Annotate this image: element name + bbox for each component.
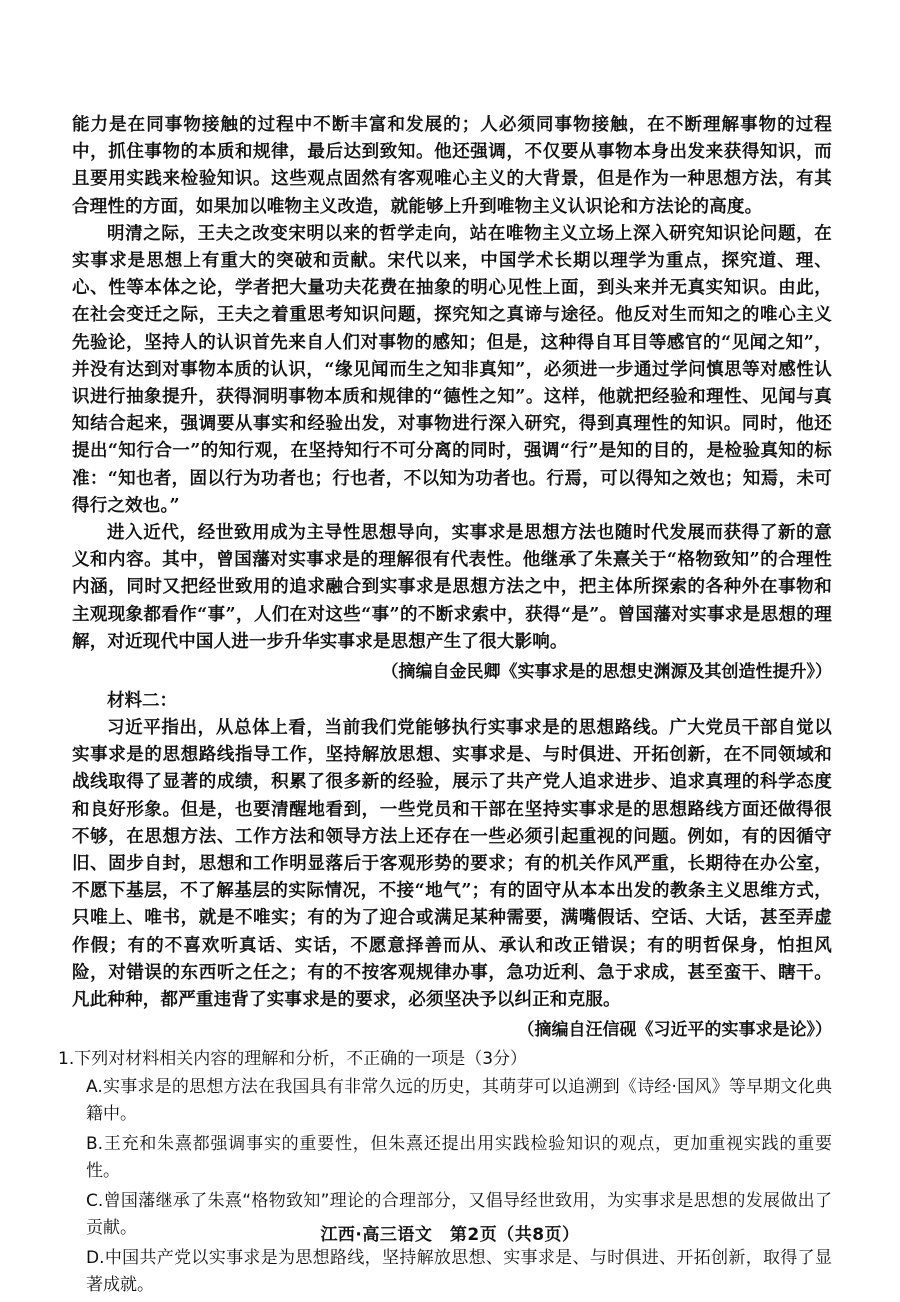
option-a: A.实事求是的思想方法在我国具有非常久远的历史，其萌芽可以追溯到《诗经·国风》等早期文化典籍中。 <box>86 1076 832 1125</box>
material-two-heading: 材料二： <box>107 691 177 712</box>
passage2-paragraph-1: 习近平指出，从总体上看，当前我们党能够执行实事求是的思想路线。广大党员干部自觉以实事求是的思想路线指导工作，坚持解放思想、实事求是、与时俱进、开拓创新，在不同领域和战线取得了显著的成绩，积累了很多新的经验，展示了共产党人追求进步、追求真理的科学态度和良好形象。但是，也要清醒地看到，一些党员和干部在坚持实事求是的思想路线方面还做得很不够，在思想方法、工作方法和领导方法上还存在一些必须引起重视的问题。例如，有的因循守旧、固步自封，思想和工作明显落后于客观形势的要求；有的机关作风严重，长期待在办公室，不愿下基层，不了解基层的实际情况，不接“地气”；有的固守从本本出发的教条主义思维方式，只唯上、唯书，就是不唯实；有的为了迎合或满足某种需要，满嘴假话、空话、大话，甚至弄虚作假；有的不喜欢听真话、实话，不愿意择善而从、承认和改正错误；有的明哲保身，怕担风险，对错误的东西听之任之；有的不按客观规律办事，急功近利、急于求成，甚至蛮干、瞎干。凡此种种，都严重违背了实事求是的要求，必须坚决予以纠正和克服。 <box>72 718 832 1011</box>
passage1-paragraph-1: 能力是在同事物接触的过程中不断丰富和发展的；人必须同事物接触，在不断理解事物的过程中，抓住事物的本质和规律，最后达到致知。他还强调，不仅要从事物本身出发来获得知识，而且要用实践来检验知识。这些观点固然有客观唯心主义的大背景，但是作为一种思想方法，有其合理性的方面，如果加以唯物主义改造，就能够上升到唯物主义认识论和方法论的高度。 <box>72 115 832 217</box>
passage1-source: （摘编自金民卿《实事求是的思想史渊源及其创造性提升》） <box>381 662 832 683</box>
option-c: C.曾国藩继承了朱熹“格物致知”理论的合理部分，又倡导经世致用，为实事求是思想的发展做出了贡献。 <box>86 1190 832 1239</box>
passage1-paragraph-2: 明清之际，王夫之改变宋明以来的哲学走向，站在唯物主义立场上深入研究知识论问题，在实事求是思想上有重大的突破和贡献。宋代以来，中国学术长期以理学为重点，探究道、理、心、性等本体之论，学者把大量功夫花费在抽象的明心见性上面，到头来并无真实知识。由此，在社会变迁之际，王夫之着重思考知识问题，探究知之真谛与途径。他反对生而知之的唯心主义先验论，坚持人的认识首先来自人们对事物的感知；但是，这种得自耳目等感官的“见闻之知”，并没有达到对事物本质的认识，“缘见闻而生之知非真知”，必须进一步通过学问慎思等对感性认识进行抽象提升，获得洞明事物本质和规律的“德性之知”。这样，他就把经验和理性、见闻与真知结合起来，强调要从事实和经验出发，对事物进行深入研究，得到真理性的知识。同时，他还提出“知行合一”的知行观，在坚持知行不可分离的同时，强调“行”是知的目的，是检验真知的标准：“知也者，固以行为功者也；行也者，不以知为功者也。行焉，可以得知之效也；知焉，未可得行之效也。” <box>72 223 832 516</box>
question-stem: 1.下列对材料相关内容的理解和分析，不正确的一项是（3分） <box>58 1049 528 1070</box>
passage2-source: （摘编自汪信砚《习近平的实事求是论》） <box>517 1020 832 1041</box>
question-1 <box>58 1046 832 1300</box>
page-footer: 江西·高三语文 第2页（共8页） <box>320 1225 580 1245</box>
page-content <box>58 112 832 1302</box>
option-d: D.中国共产党以实事求是为思想路线，坚持解放思想、实事求是、与时俱进、开拓创新，取得了显著成就。 <box>86 1247 832 1296</box>
option-b: B.王充和朱熹都强调事实的重要性，但朱熹还提出用实践检验知识的观点，更加重视实践的重要性。 <box>86 1133 832 1182</box>
passage1-paragraph-3: 进入近代，经世致用成为主导性思想导向，实事求是思想方法也随时代发展而获得了新的意义和内容。其中，曾国藩对实事求是的理解很有代表性。他继承了朱熹关于“格物致知”的合理性内涵，同时又把经世致用的追求融合到实事求是思想方法之中，把主体所探索的各种外在事物和主观现象都看作“事”，人们在对这些“事”的不断求索中，获得“是”。曾国藩对实事求是思想的理解，对近现代中国人进一步升华实事求是思想产生了很大影响。 <box>72 523 832 652</box>
